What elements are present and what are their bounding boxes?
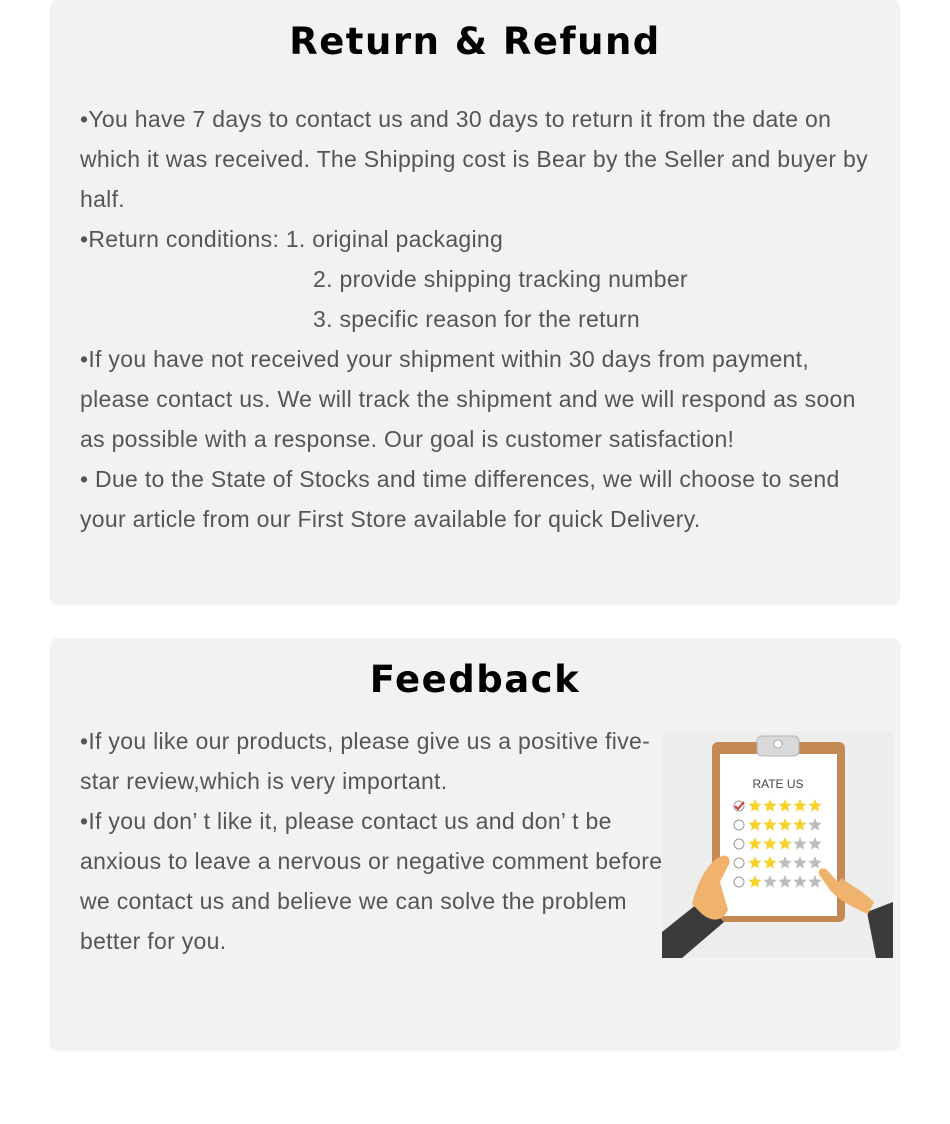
rate-us-illustration (662, 732, 893, 958)
return-policy-paragraph: •You have 7 days to contact us and 30 days to return it from the date on which it was received. The Shipping cost is Bear by the Seller and buyer by half. (80, 106, 868, 212)
contact-before-review-paragraph: •If you don’ t like it, please contact us and don’ t be anxious to leave a nervous or negative comment before we contact us and believe we can solve the problem better for you. (80, 808, 663, 954)
return-refund-body (80, 99, 880, 539)
return-condition-2: 2. provide shipping tracking number (313, 266, 688, 292)
return-conditions-line: •Return conditions: 1. original packaging (80, 226, 504, 252)
shipment-not-received-paragraph: •If you have not received your shipment within 30 days from payment, please contact us. We will track the shipment and we will respond as soon as possible with a response. Our goal is customer satisfaction! (80, 346, 856, 452)
return-condition-3: 3. specific reason for the return (313, 306, 640, 332)
feedback-card (50, 638, 900, 1050)
clipboard-rating-icon (662, 732, 893, 958)
rate-us-label: RATE US (752, 777, 804, 791)
rating-radio (734, 839, 744, 849)
stock-delivery-paragraph: • Due to the State of Stocks and time differences, we will choose to send your article from our First Store available for quick Delivery. (80, 466, 840, 532)
rating-radio (734, 877, 744, 887)
feedback-title: Feedback (369, 658, 581, 701)
rating-radio (734, 858, 744, 868)
positive-review-paragraph: •If you like our products, please give us a positive five-star review,which is very important. (80, 728, 651, 794)
rating-radio (734, 820, 744, 830)
feedback-body (80, 721, 665, 961)
return-refund-title: Return & Refund (289, 20, 661, 63)
return-refund-card (50, 0, 900, 604)
